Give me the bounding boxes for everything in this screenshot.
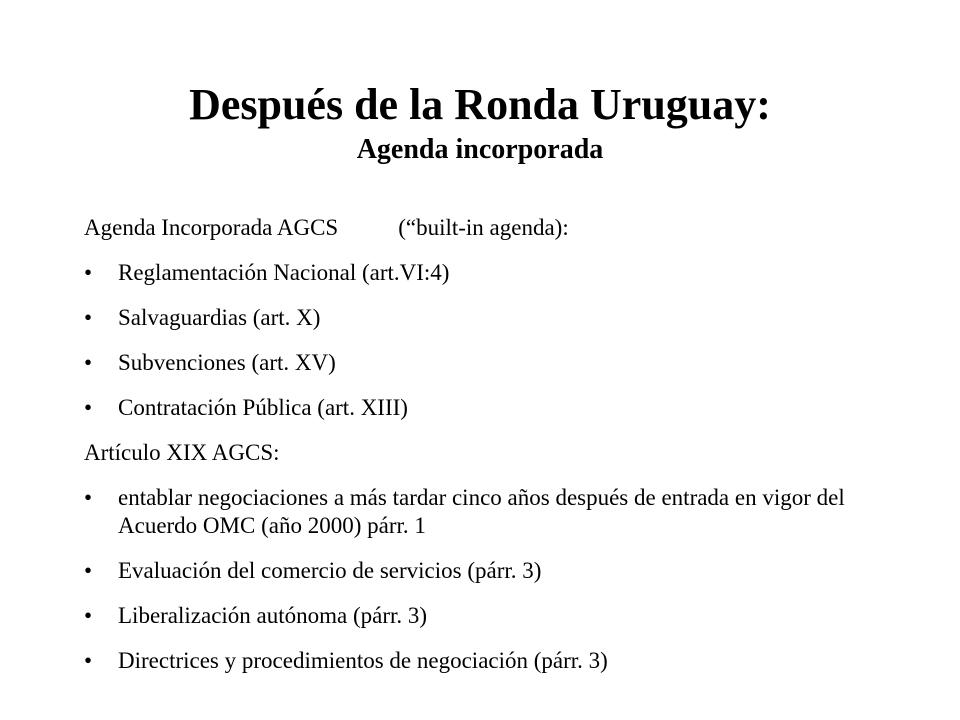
list-item-text: Contratación Pública (art. XIII) [118,395,408,420]
list-item [84,647,884,675]
section-heading-left: Agenda Incorporada AGCS [84,215,339,240]
list-item-text: Salvaguardias (art. X) [118,305,321,330]
list-item [84,304,884,332]
list-item [84,394,884,422]
bullet-icon: • [84,648,93,673]
list-item [84,602,884,630]
list-item [84,557,884,585]
slide-body [84,214,884,692]
title-block [0,78,960,168]
list-item-text: Liberalización autónoma (párr. 3) [118,603,428,628]
section-heading-article-xix: Artículo XIX AGCS: [84,440,280,465]
list-item [84,259,884,287]
bullet-icon: • [84,603,93,628]
list-item-text: entablar negociaciones a más tardar cinco años después de entrada en vigor del Acuerdo OMC (año 2000) párr. 1 [118,485,845,538]
list-item-text: Reglamentación Nacional (art.VI:4) [118,260,450,285]
bullet-icon: • [84,260,93,285]
bullet-icon: • [84,350,93,375]
bullet-icon: • [84,395,93,420]
list-item-text: Directrices y procedimientos de negociación (párr. 3) [118,648,608,673]
section-heading-agenda [84,214,884,242]
slide-title: Después de la Ronda Uruguay: [189,80,771,129]
list-item [84,349,884,377]
bullet-icon: • [84,485,93,510]
bullet-icon: • [84,305,93,330]
section-heading-right: (“built-in agenda): [398,215,569,240]
list-item-text: Subvenciones (art. XV) [118,350,336,375]
list-item [84,484,884,540]
bullet-icon: • [84,558,93,583]
slide-subtitle: Agenda incorporada [356,134,604,165]
list-item-text: Evaluación del comercio de servicios (párr. 3) [118,558,542,583]
